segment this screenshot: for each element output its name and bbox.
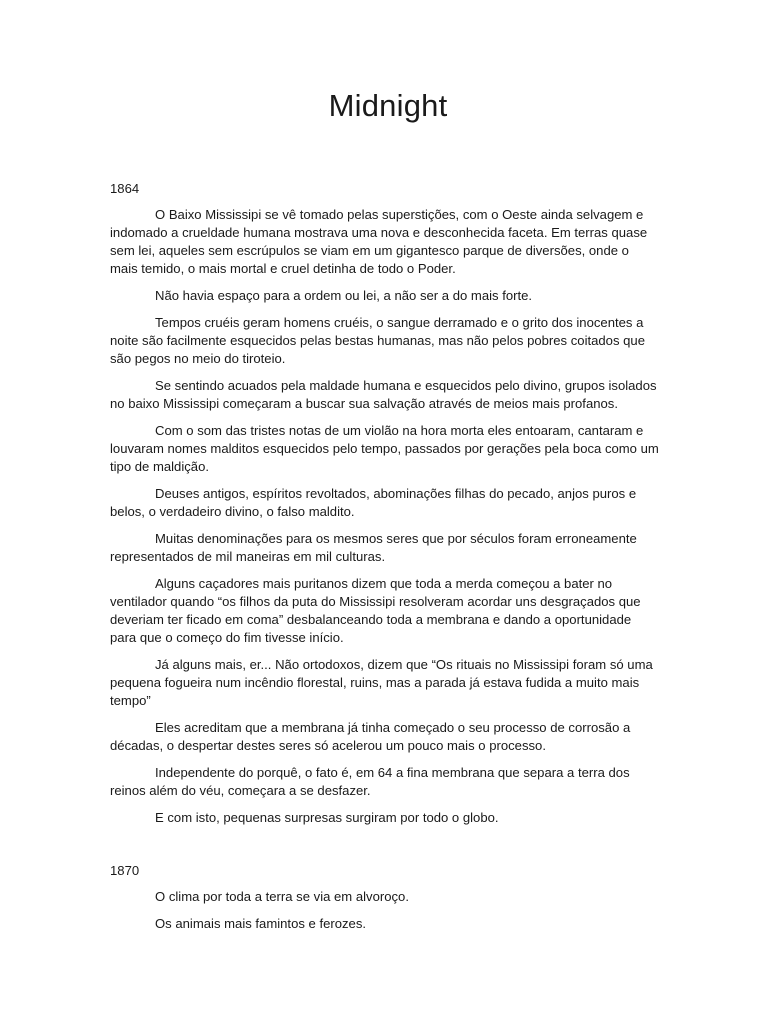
document-body <box>110 180 660 942</box>
paragraph: Não havia espaço para a ordem ou lei, a não ser a do mais forte. <box>155 288 533 303</box>
paragraph: Independente do porquê, o fato é, em 64 a fina membrana que separa a terra dos reinos além do véu, começara a se desfazer. <box>110 765 630 798</box>
paragraph: Já alguns mais, er... Não ortodoxos, dizem que “Os rituais no Mississipi foram só uma pequena fogueira num incêndio florestal, ruins, mas a parada já estava fudida a muito mais tempo” <box>110 657 653 708</box>
paragraph: Alguns caçadores mais puritanos dizem que toda a merda começou a bater no ventilador quando “os filhos da puta do Mississipi resolveram acordar uns desgraçados que deveriam ter ficado em coma” desbalanceando toda a membrana e dando a oportunidade para que o começo do fim tivesse início. <box>110 576 641 645</box>
paragraph: O Baixo Mississipi se vê tomado pelas superstições, com o Oeste ainda selvagem e indomado a crueldade humana mostrava uma nova e desconhecida faceta. Em terras quase sem lei, aqueles sem escrúpulos se viam em um gigantesco parque de diversões, onde o mais temido, o mais mortal e cruel detinha de todo o Poder. <box>110 207 648 276</box>
paragraph: Deuses antigos, espíritos revoltados, abominações filhas do pecado, anjos puros e belos, o verdadeiro divino, o falso maldito. <box>110 486 637 519</box>
paragraph: Eles acreditam que a membrana já tinha começado o seu processo de corrosão a décadas, o despertar destes seres só acelerou um pouco mais o processo. <box>110 720 631 753</box>
section-1870 <box>110 862 660 933</box>
paragraph: Com o som das tristes notas de um violão na hora morta eles entoaram, cantaram e louvaram nomes malditos esquecidos pelo tempo, passados por gerações pela boca como um tipo de maldição. <box>110 423 659 474</box>
section-year: 1864 <box>110 181 140 196</box>
paragraph: E com isto, pequenas surpresas surgiram por todo o globo. <box>155 810 499 825</box>
section-year: 1870 <box>110 863 140 878</box>
paragraph: Os animais mais famintos e ferozes. <box>155 916 367 931</box>
paragraph: Se sentindo acuados pela maldade humana e esquecidos pelo divino, grupos isolados no baixo Mississipi começaram a buscar sua salvação através de meios mais profanos. <box>110 378 657 411</box>
document-title: Midnight <box>328 88 448 123</box>
paragraph: Muitas denominações para os mesmos seres que por séculos foram erroneamente representados de mil maneiras em mil culturas. <box>110 531 637 564</box>
paragraph: Tempos cruéis geram homens cruéis, o sangue derramado e o grito dos inocentes a noite são facilmente esquecidos pelas bestas humanas, mas não pelos pobres coitados que são pegos no meio do tiroteio. <box>110 315 645 366</box>
paragraph: O clima por toda a terra se via em alvoroço. <box>155 889 409 904</box>
section-1864 <box>110 180 660 827</box>
section-spacer <box>110 836 660 862</box>
